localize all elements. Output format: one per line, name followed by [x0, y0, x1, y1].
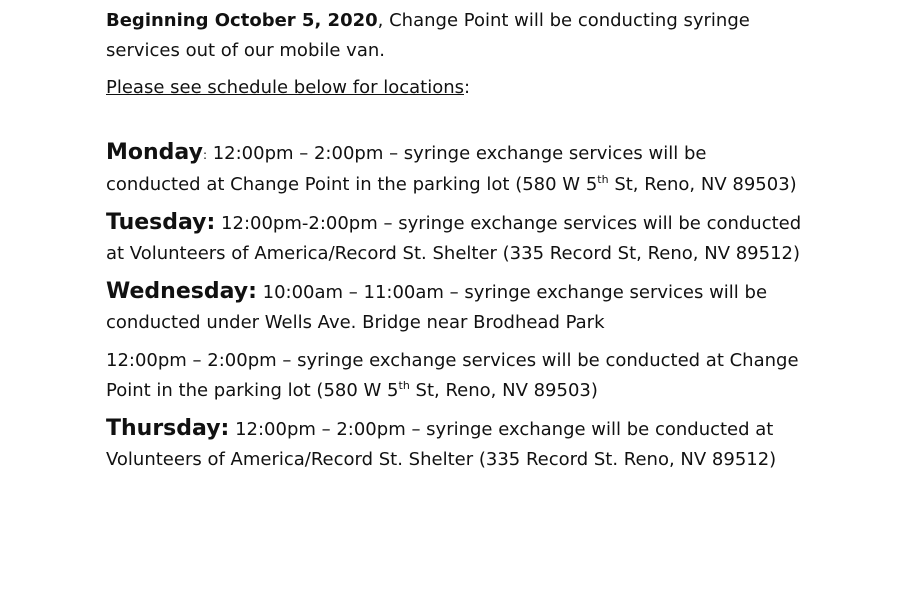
wednesday-entry — [106, 277, 806, 338]
wednesday-text: 10:00am – 11:00am – syringe exchange services will be conducted under Wells Ave. Bridge near Brodhead Park — [106, 282, 768, 333]
monday-entry — [106, 138, 806, 200]
monday-label: Monday — [106, 140, 203, 165]
intro-paragraph — [106, 6, 806, 66]
monday-sup: th — [597, 173, 609, 186]
wednesday-label: Wednesday: — [106, 279, 257, 304]
tuesday-text: 12:00pm-2:00pm – syringe exchange services will be conducted at Volunteers of America/Record St. Shelter (335 Record St, Reno, NV 89512) — [106, 213, 802, 264]
monday-text-end: St, Reno, NV 89503) — [608, 174, 797, 195]
intro-date: Beginning October 5, 2020 — [106, 10, 378, 31]
tuesday-entry — [106, 208, 806, 269]
monday-colon: : — [202, 148, 207, 162]
thursday-label: Thursday: — [106, 416, 230, 441]
tuesday-label: Tuesday: — [106, 210, 216, 235]
intro-text: , Change Point will be conducting syringe services out of our mobile van. — [106, 10, 750, 61]
schedule-heading-line — [106, 66, 806, 103]
thursday-entry — [106, 414, 806, 475]
monday-text: 12:00pm – 2:00pm – syringe exchange services will be conducted at Change Point in the parking lot (580 W 5 — [106, 143, 707, 195]
thursday-text: 12:00pm – 2:00pm – syringe exchange will be conducted at Volunteers of America/Record St. Shelter (335 Record St. Reno, NV 89512) — [106, 419, 777, 470]
wednesday-second-text: 12:00pm – 2:00pm – syringe exchange services will be conducted at Change Point in the parking lot (580 W 5 — [106, 350, 799, 401]
schedule-heading-colon: : — [464, 77, 471, 98]
wednesday-second-sup: th — [398, 379, 410, 392]
wednesday-second-text-end: St, Reno, NV 89503) — [409, 380, 598, 401]
document-page — [106, 0, 806, 475]
wednesday-second-entry — [106, 346, 806, 406]
schedule-heading: Please see schedule below for locations — [106, 77, 464, 98]
